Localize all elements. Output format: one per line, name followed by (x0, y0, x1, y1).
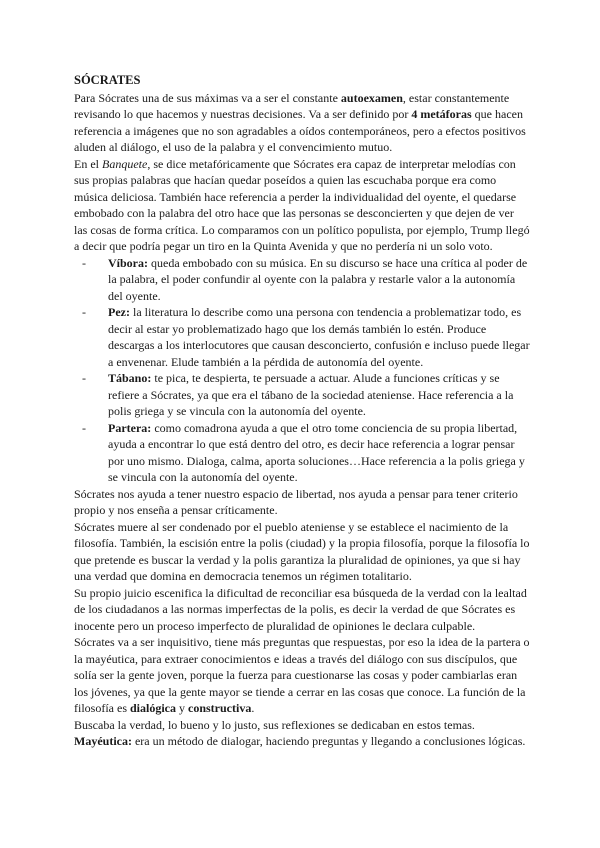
list-item (82, 255, 530, 305)
list-item (82, 304, 530, 370)
bold-dialogica: dialógica (130, 701, 177, 715)
banquete-text: , se dice metafóricamente que Sócrates era capaz de interpretar melodías con sus propias palabras que hacían quedar poseídos a quien las escuchaba porque era como música deliciosa. También hace referencia a perder la individualidad del oyente, el quedarse embobado con la palabra del otro hace que las personas se desconcierten y que dejen de ver las cosas de forma crítica. Lo comparamos con un político populista, por ejemplo, Trump llegó a decir que podría pegar un tiro en la Quinta Avenida y que no perdería ni un solo voto. (74, 156, 530, 253)
metaphor-text: la literatura lo describe como una persona con tendencia a problematizar todo, es decir al estar yo problematizado hago que los demás también lo estén. Produce descargas a los interlocutores que causan desconcierto, confusión e incluso puede llegar a envenenar. Elude también a la pérdida de autonomía del oyente. (108, 305, 530, 369)
list-dash: - (82, 305, 86, 319)
list-dash: - (82, 255, 86, 270)
juicio-paragraph: Su propio juicio escenifica la dificultad de reconciliar esa búsqueda de la verdad con la lealtad de los ciudadanos a las normas imperfectas de la polis, es decir la verdad de que Sócrates es inocente pero un proceso imperfecto de pluralidad de opiniones le declara culpable. (74, 585, 527, 633)
inquisitivo-text: . (251, 701, 255, 715)
muere-paragraph: Sócrates muere al ser condenado por el pueblo ateniense y se establece el nacimiento de la filosofía. También, la escisión entre la polis (ciudad) y la propia filosofía, porque la filosofía lo que pretende es buscar la verdad y la polis garantiza la pluralidad de opiniones, ya que si hay una verdad que domina en democracia tenemos un régimen totalitario. (74, 519, 530, 583)
banquete-text: En el (74, 156, 102, 171)
metaphor-term: Partera: (108, 420, 152, 435)
mayeutica-term: Mayéutica: (74, 734, 132, 748)
banquete-italic-title: Banquete (102, 156, 148, 171)
banquete-paragraph (74, 156, 530, 255)
espacio-paragraph: Sócrates nos ayuda a tener nuestro espacio de libertad, nos ayuda a pensar para tener criterio propio y nos enseña a pensar críticamente. (74, 486, 518, 517)
intro-text: que hacen referencia a imágenes que no son agradables a oídos contemporáneos, pero a efectos positivos aluden al diálogo, el uso de la palabra y el convencimiento mutuo. (74, 107, 526, 154)
metaphor-text: como comadrona ayuda a que el otro tome conciencia de su propia libertad, ayuda a encontrar lo que está dentro del otro, es decir hace referencia a lograr pensar por uno mismo. Dialoga, calma, aporta soluciones…Hace referencia a la polis griega y se vincula con la autonomía del oyente. (108, 420, 525, 484)
mayeutica-text: era un método de dialogar, haciendo preguntas y llegando a conclusiones lógicas. (131, 734, 526, 748)
metaphor-list (74, 255, 530, 486)
intro-paragraph (74, 90, 530, 156)
metaphor-term: Tábano: (108, 371, 152, 385)
intro-text: , estar constantemente revisando lo que hacemos y nuestras decisiones. Va a ser definido por (74, 90, 510, 121)
list-item (82, 370, 530, 420)
metaphor-text: queda embobado con su música. En su discurso se hace una crítica al poder de la palabra, el poder confundir al oyente con la palabra y restarle valor a la autonomía del oyente. (108, 255, 528, 303)
inquisitivo-text: y (176, 701, 189, 715)
list-dash: - (82, 371, 86, 385)
verdad-paragraph: Buscaba la verdad, lo bueno y lo justo, sus reflexiones se dedicaban en estos temas. (74, 717, 475, 732)
intro-bold-metaforas: 4 metáforas (411, 107, 472, 121)
bold-constructiva: constructiva (188, 701, 252, 715)
intro-text: Para Sócrates una de sus máximas va a ser el constante (74, 90, 341, 105)
metaphor-term: Pez: (108, 305, 130, 319)
mayeutica-paragraph (74, 733, 530, 750)
list-item (82, 420, 530, 486)
intro-bold-autoexamen: autoexamen (340, 90, 403, 105)
metaphor-text: te pica, te despierta, te persuade a actuar. Alude a funciones críticas y se refiere a Sócrates, ya que era el tábano de la sociedad ateniense. Hace referencia a la polis griega y se vincula con la autonomía del oyente. (108, 371, 514, 418)
document-title: SÓCRATES (74, 73, 141, 87)
list-dash: - (82, 420, 86, 435)
inquisitivo-text: Sócrates va a ser inquisitivo, tiene más preguntas que respuestas, por eso la idea de la partera o la mayéutica, para extraer conocimientos e ideas a través del diálogo con sus discípulos, que solía ser la gente joven, porque la fuerza para cuestionarse las cosas y poder cambiarlas eran los jóvenes, ya que la gente mayor se tiende a cerrar en las cosas que conoce. La función de la filosofía es (74, 635, 530, 715)
metaphor-term: Víbora: (108, 255, 148, 270)
inquisitivo-paragraph (74, 634, 530, 717)
